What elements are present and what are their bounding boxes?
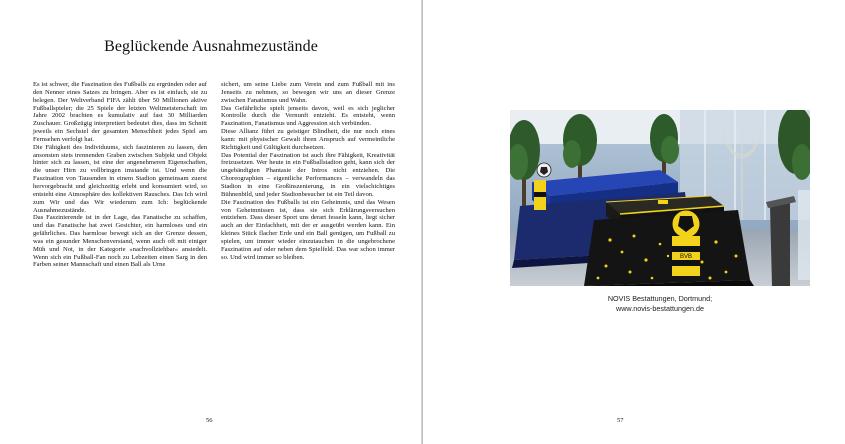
paragraph: sichert, um seine Liebe zum Verein und zum Fußball mit ins Jenseits zu nehmen, so bewegen wir uns an dieser Grenze zwischen Fanatismus und Wahn.	[221, 81, 395, 104]
svg-text:BVB: BVB	[679, 254, 693, 260]
paragraph: Das Faszinierende ist in der Lage, das Fanatische zu schaffen, und das Fanatische hat zwei Gesichter, ein harmloses und ein gefährliches. Das harmlose bewegt sich an der Grenze dessen, was ein gesunder Menschenverstand, wenn auch oft mit einiger Müh und Not, in der Kategorie »nachvollziehbar« ansiedelt. Wenn sich ein Fußball-Fan noch zu Lebzeiten einen Sarg in den Farben seiner Mannschaft und einen Ball als Urne	[33, 214, 207, 269]
black-drape	[584, 210, 750, 286]
fan-figure	[672, 236, 700, 276]
paragraph: Diese Allianz führt zu geistiger Blindheit, die nur noch eines kann: mit physischer Gewalt ihren Anspruch auf vermeintliche Richtigkeit und Gültigkeit durchsetzen.	[221, 128, 395, 151]
caption-line: www.novis-bestattungen.de	[616, 303, 704, 313]
chapter-title: Beglückende Ausnahmezustände	[104, 38, 318, 55]
paragraph: Die Fähigkeit des Individuums, sich faszinieren zu lassen, den ansonsten stets trennenden Graben zwischen Subjekt und Objekt hinter sich zu lassen, ist eine der angenehmeren Eigenschaften, die unser Hirn zu vollbringen imstande ist. Und wenn die Faszination von Tausenden in einem Stadion gemeinsam zuerst hervorgebracht und gleichzeitig erlebt und konsumiert wird, so entsteht eine Atmosphäre des kollektiven Rausches. Das Ich wird zum Wir und das Wir wiederum zum Ich: beglückende Ausnahmezustände.	[33, 143, 207, 214]
paragraph: Es ist schwer, die Faszination des Fußballs zu ergründen oder auf den Nenner eines Satzes zu bringen. Aber es ist einfach, sie zu belegen. Der Weltverband FIFA zählt über 50 Millionen aktive Fußballspieler; die 25 Spiele der letzten Weltmeisterschaft im Jahre 2002 brachten es kumulativ auf fast 30 Milliarden Zuschauer. Großzügig interpretiert bedeutet dies, dass im Schnitt jeweils ein Sechstel der gesamten Menschheit jedes Spiel am Fernsehen verfolgt hat.	[33, 81, 207, 143]
photo-caption	[510, 294, 810, 313]
paragraph: Das Potential der Faszination ist auch ihre Fähigkeit, Kreativität freizusetzen. Wer heute in ein Fußballstadion geht, kann sich der ungebändigten Phantasie der Intros nicht entziehen. Die Choreographien – eigentliche Performances – verwandeln das Stadion in eine Großinszenierung, in ein vielschichtiges Bühnenbild, und jeder Stadionbesucher ist ein Teil davon.	[221, 151, 395, 198]
right-page	[423, 0, 845, 444]
photo-illustration	[510, 110, 810, 286]
text-column-2	[221, 81, 395, 261]
text-column-1	[33, 81, 207, 269]
page-number-left: 56	[206, 417, 213, 424]
football-urn	[672, 210, 700, 238]
caption-line: NOVIS Bestattungen, Dortmund;	[607, 294, 713, 303]
paragraph: Die Faszination des Fußballs ist ein Geheimnis, und das Wesen von Geheimnissen ist, dass sie sich Erklärungsversuchen entziehen. Dass dieser Sport uns derart fesseln kann, liegt sicher auch an der Einfachheit, mit der er ausgeübt werden kann. Ein kleines Stück flacher Erde und ein Ball genügen, um Fußball zu spielen, um immer wieder einzutauchen in die ungebrochene Faszination auf oder neben dem Spielfeld. Das war schon immer so. Und wird immer so bleiben.	[221, 198, 395, 261]
photo-fan-coffins	[510, 110, 810, 286]
page-number-right: 57	[617, 417, 624, 424]
paragraph: Das Gefährliche spielt jenseits davon, weil es sich jeglicher Kontrolle durch die Vernunft entzieht. Es entsteht, wenn Faszination, Fanatismus und Aggression sich verbünden.	[221, 104, 395, 128]
left-page	[0, 0, 422, 444]
lectern	[770, 200, 790, 286]
